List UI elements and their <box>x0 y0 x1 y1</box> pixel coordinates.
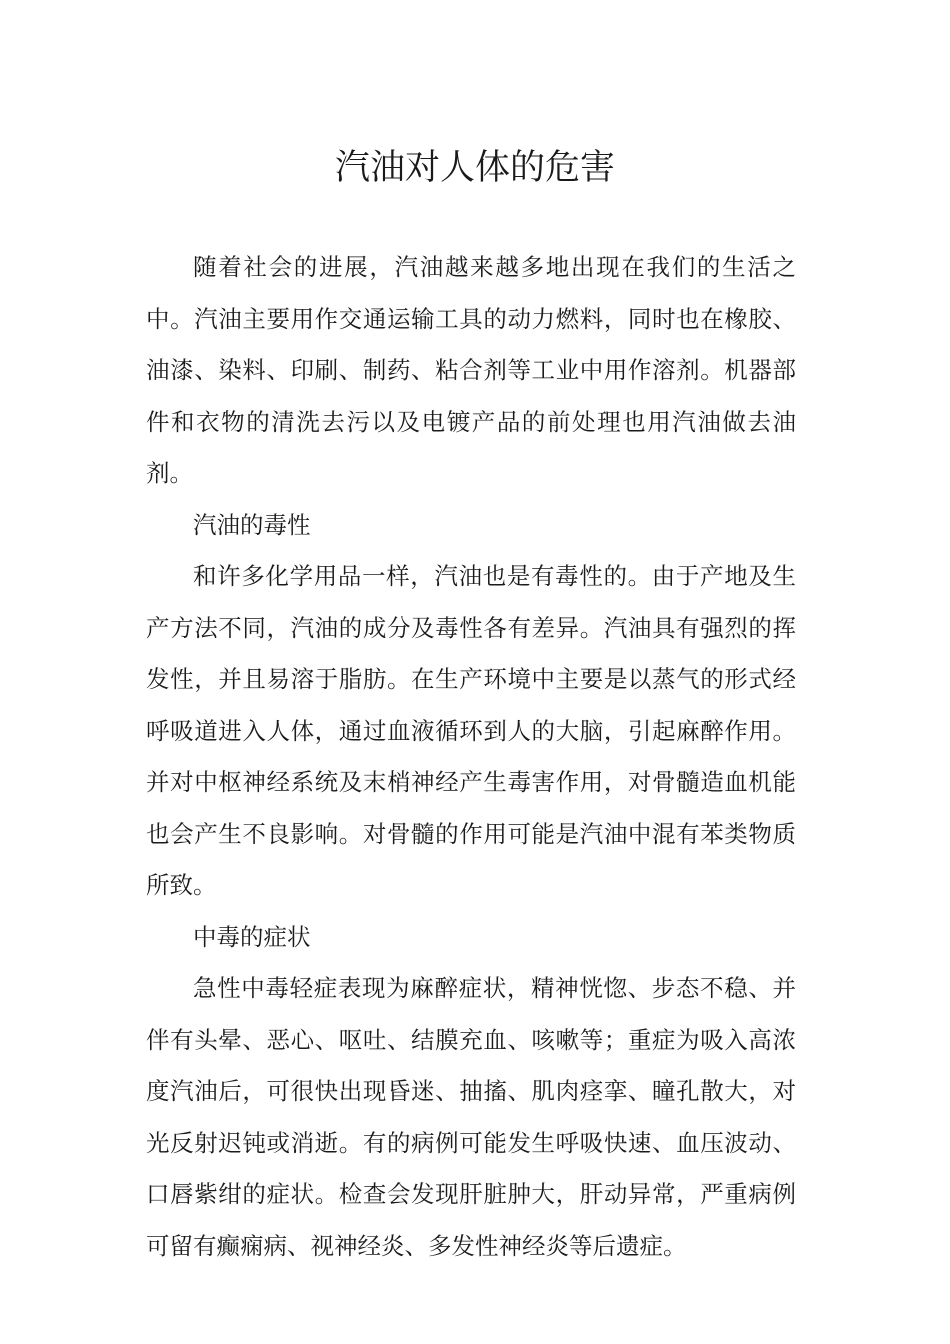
paragraph-intro: 随着社会的进展，汽油越来越多地出现在我们的生活之中。汽油主要用作交通运输工具的动力燃料，同时也在橡胶、油漆、染料、印刷、制药、粘合剂等工业中用作溶剂。机器部件和衣物的清洗去污以及电镀产品的前处理也用汽油做去油剂。 <box>146 253 796 487</box>
document-title: 汽油对人体的危害 <box>334 148 615 189</box>
section-heading-symptoms: 中毒的症状 <box>193 922 311 951</box>
section-heading-toxicity: 汽油的毒性 <box>193 510 311 539</box>
document-body <box>146 242 796 1272</box>
paragraph-symptoms: 急性中毒轻症表现为麻醉症状，精神恍惚、步态不稳、并伴有头晕、恶心、呕吐、结膜充血、咳嗽等；重症为吸入高浓度汽油后，可很快出现昏迷、抽搐、肌肉痉挛、瞳孔散大，对光反射迟钝或消逝。有的病例可能发生呼吸快速、血压波动、口唇紫绀的症状。检查会发现肝脏肿大，肝动异常，严重病例可留有癫痫病、视神经炎、多发性神经炎等后遗症。 <box>146 974 796 1260</box>
paragraph-toxicity: 和许多化学用品一样，汽油也是有毒性的。由于产地及生产方法不同，汽油的成分及毒性各有差异。汽油具有强烈的挥发性，并且易溶于脂肪。在生产环境中主要是以蒸气的形式经呼吸道进入人体，通过血液循环到人的大脑，引起麻醉作用。并对中枢神经系统及末梢神经产生毒害作用，对骨髓造血机能也会产生不良影响。对骨髓的作用可能是汽油中混有苯类物质所致。 <box>146 562 796 899</box>
